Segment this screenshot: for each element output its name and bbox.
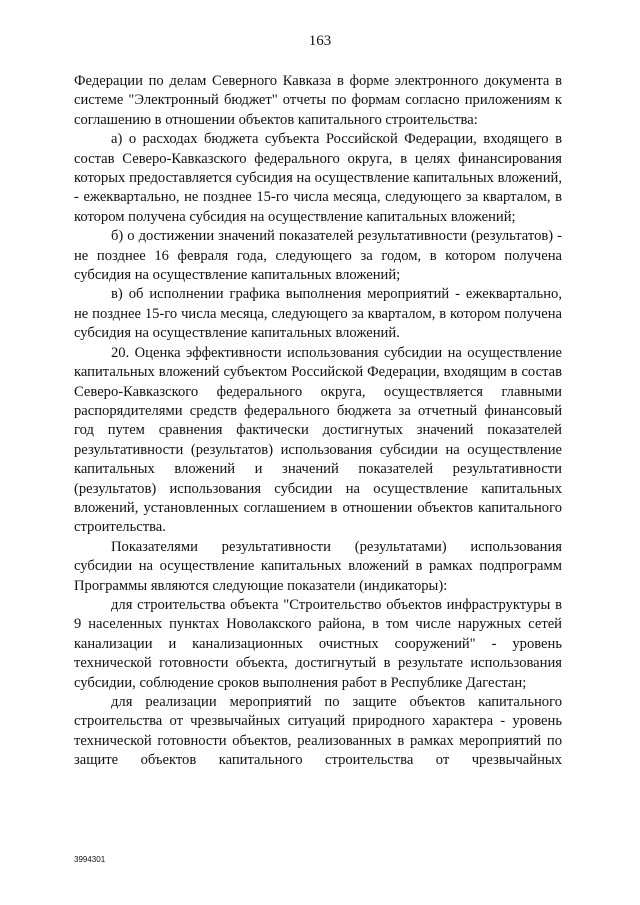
paragraph: а) о расходах бюджета субъекта Российской Федерации, входящего в состав Северо-Кавказского федерального округа, в целях финансирования которых предоставляется субсидия на осуществление капитальных вложений, - ежеквартально, не позднее 15-го числа месяца, следующего за кварталом, в котором получена субсидия на осуществление капитальных вложений; [74, 131, 562, 225]
page-number: 163 [308, 33, 332, 49]
paragraph: в) об исполнении графика выполнения мероприятий - ежеквартально, не позднее 15-го числа месяца, следующего за кварталом, в котором получена субсидия на осуществление капитальных вложений. [74, 286, 562, 342]
document-code: 3994301 [74, 855, 106, 864]
document-body [74, 72, 562, 771]
paragraph: 20. Оценка эффективности использования субсидии на осуществление капитальных вложений субъектом Российской Федерации, входящим в состав Северо-Кавказского федерального округа, осуществляется главными распорядителями средств федерального бюджета за отчетный финансовый год путем сравнения фактически достигнутых значений показателей результативности (результатов) использования субсидии на осуществление капитальных вложений и значений показателей результативности (результатов) использования субсидии на осуществление капитальных вложений, установленных соглашением в отношении объектов капитального строительства. [74, 344, 562, 536]
paragraph: для строительства объекта "Строительство объектов инфраструктуры в 9 населенных пунктах Новолакского района, в том числе наружных сетей канализации и канализационных очистных сооружений" - уровень технической готовности объекта, достигнутый в результате использования субсидии, соблюдение сроков выполнения работ в Республике Дагестан; [74, 596, 562, 691]
paragraph: Показателями результативности (результатами) использования субсидии на осуществление капитальных вложений в рамках подпрограмм Программы являются следующие показатели (индикаторы): [74, 538, 562, 594]
paragraph: Федерации по делам Северного Кавказа в форме электронного документа в системе "Электронный бюджет" отчеты по формам согласно приложениям к соглашению в отношении объектов капитального строительства: [74, 73, 562, 128]
paragraph: б) о достижении значений показателей результативности (результатов) - не позднее 16 февраля года, следующего за годом, в котором получена субсидия на осуществление капитальных вложений; [74, 228, 562, 284]
paragraph: для реализации мероприятий по защите объектов капитального строительства от чрезвычайных ситуаций природного характера - уровень технической готовности объектов, реализованных в рамках мероприятий по защите объектов капитального строительства от чрезвычайных [74, 694, 562, 769]
